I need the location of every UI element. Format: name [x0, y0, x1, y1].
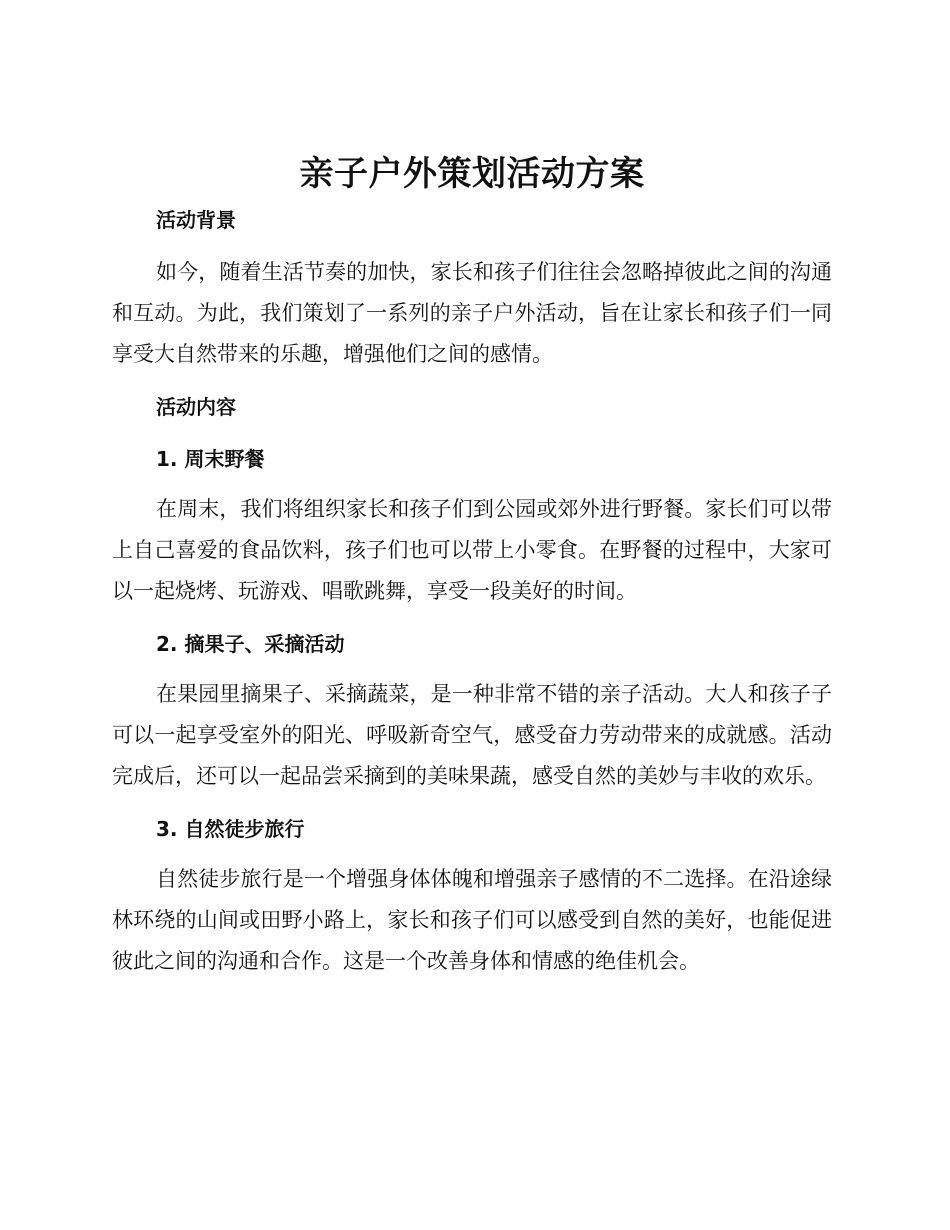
item-heading-hiking: 3. 自然徒步旅行 [156, 817, 305, 841]
item-paragraph-fruit-picking: 在果园里摘果子、采摘蔬菜，是一种非常不错的亲子活动。大人和孩子子可以一起享受室外的阳光、呼吸新奇空气，感受奋力劳动带来的成就感。活动完成后，还可以一起品尝采摘到的美味果蔬，感受自然的美妙与丰收的欢乐。 [112, 682, 832, 788]
item-heading-fruit-picking: 2. 摘果子、采摘活动 [156, 632, 345, 656]
item-paragraph-picnic: 在周末，我们将组织家长和孩子们到公园或郊外进行野餐。家长们可以带上自己喜爱的食品饮料，孩子们也可以带上小零食。在野餐的过程中，大家可以一起烧烤、玩游戏、唱歌跳舞，享受一段美好的时间。 [112, 497, 832, 603]
item-heading-picnic: 1. 周末野餐 [156, 447, 265, 471]
section-heading-content: 活动内容 [156, 395, 236, 419]
section-paragraph-background: 如今，随着生活节奏的加快，家长和孩子们往往会忽略掉彼此之间的沟通和互动。为此，我们策划了一系列的亲子户外活动，旨在让家长和孩子们一同享受大自然带来的乐趣，增强他们之间的感情。 [112, 260, 832, 366]
document-title: 亲子户外策划活动方案 [299, 154, 645, 194]
item-paragraph-hiking: 自然徒步旅行是一个增强身体体魄和增强亲子感情的不二选择。在沿途绿林环绕的山间或田野小路上，家长和孩子们可以感受到自然的美好，也能促进彼此之间的沟通和合作。这是一个改善身体和情感的绝佳机会。 [112, 867, 832, 973]
section-heading-background: 活动背景 [156, 208, 236, 232]
document-page [112, 150, 832, 982]
